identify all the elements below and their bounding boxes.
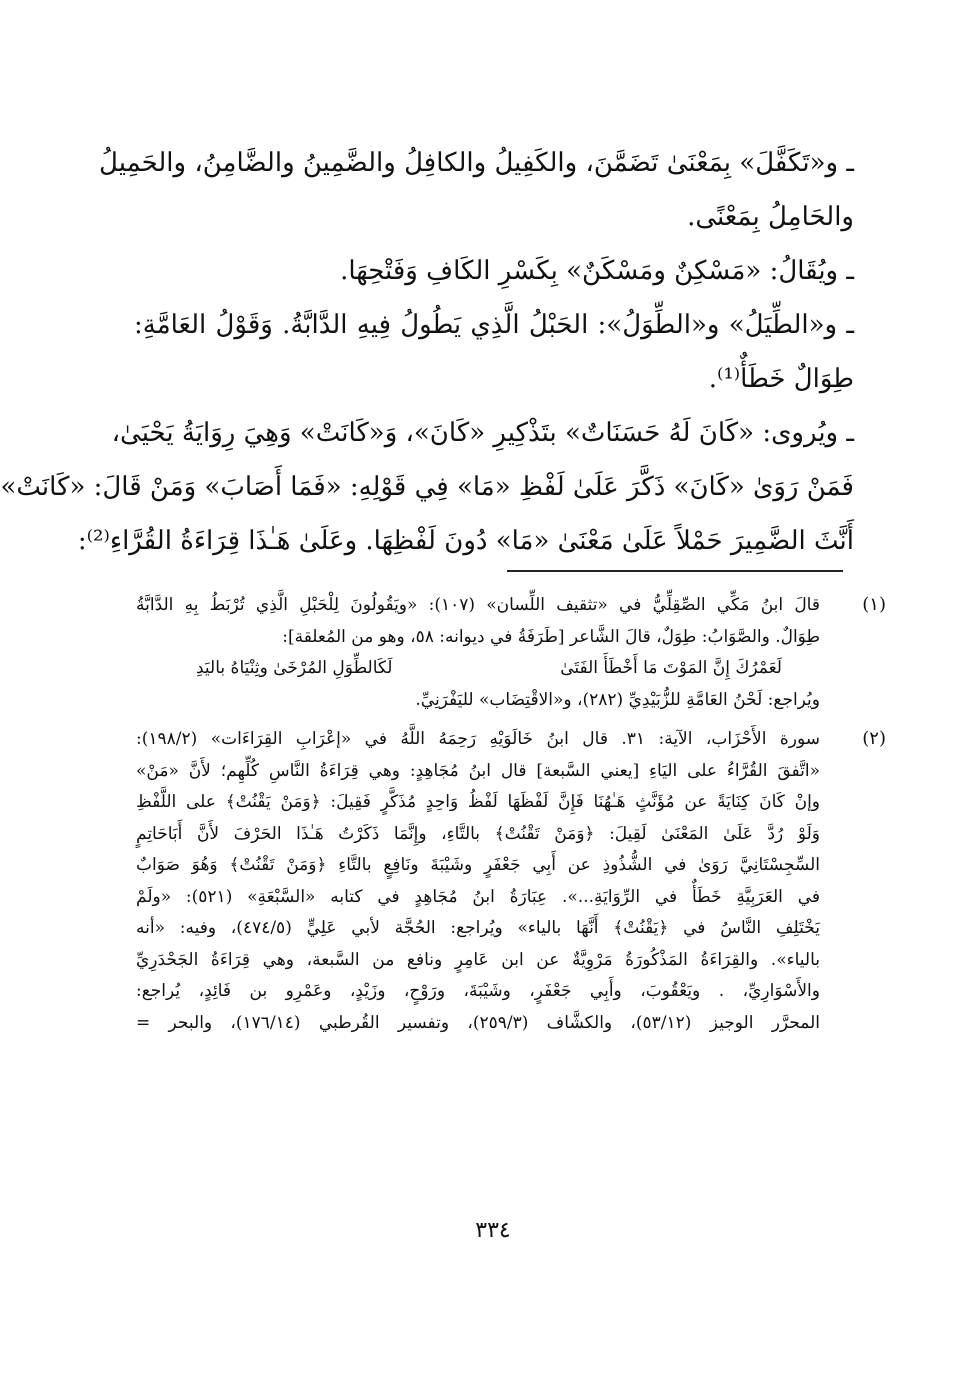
main-line: ـ ويُروى: «كَانَ لَهُ حَسَنَاتٌ» بتَذْكِيرِ «كَانَ»، وَ«كَانَتْ» وَهِيَ رِوَايَةُ يَحْيَىٰ، bbox=[111, 418, 854, 448]
footnote-line: بالياء». والقِرَاءَةُ المَذْكُورَةُ مَرْوِيَّةٌ عن ابن عَامِرٍ ونافع من السَّبعة، وهي قِرَاءَةُ الجَحْدَرِيِّ bbox=[136, 949, 820, 970]
footnote-line: السِّجِسْتَانِيَّ رَوَىٰ في الشُّذُوذِ عن أَبِي جَعْفَرٍ وشَيْبَةَ ونَافِعٍ بالتَّاءِ ﴿وَمَنْ تَقْنُتْ﴾ وَهُوَ صَوَابٌ bbox=[136, 855, 820, 875]
main-line: ـ و«الطِّيَلُ» و«الطِّوَلُ»: الحَبْلُ الَّذِي يَطُولُ فِيهِ الدَّابَّةُ. وَقَوْلُ العَامَّةِ: bbox=[134, 310, 854, 340]
footnote-line: طِوَالٌ. والصَّوَابُ: طِوَلٌ، قالَ الشَّاعر [طَرَفَةُ في ديوانه: ٥٨، وهو من المُعلقة]: bbox=[282, 626, 820, 647]
footnote-separator bbox=[507, 570, 843, 572]
main-line: ـ ويُقَالُ: «مَسْكِنٌ ومَسْكَنٌ» بِكَسْرِ الكَافِ وَفَتْحِهَا. bbox=[340, 256, 854, 286]
poetry-verse bbox=[136, 653, 820, 685]
main-line: طِوَالٌ خَطَأٌ⁽¹⁾. bbox=[708, 364, 854, 394]
page-number: ٣٣٤ bbox=[475, 1218, 511, 1243]
footnote-line: «اتَّفقَ القُرَّاءُ على اليَاءِ [يعني السَّبعة] قال ابنُ مُجَاهِدٍ: وهي قِرَاءَةُ النَّاسِ كُلِّهِم؛ لأَنَّ «مَنْ» bbox=[136, 760, 820, 781]
main-line: أَنَّثَ الضَّمِيرَ حَمْلاً عَلَىٰ مَعْنَىٰ «مَا» دُونَ لَفْظِهَا. وعَلَىٰ هَـٰذَا قِرَاءَةُ القُرَّاءِ⁽²⁾: bbox=[77, 526, 854, 556]
footnote-line: وإنْ كَانَ كِنَايَةً عن مُؤَنَّثٍ هَـٰهُنَا فَإِنَّ لَفْظَهَا لَفْظُ وَاحِدٍ مُذَكَّرٍ فَقِيلَ: ﴿وَمَنْ يَقْنُتْ﴾ على اللَّفْظِ bbox=[136, 792, 820, 812]
footnote-line: ويُراجع: لَحْنُ العَامَّةِ للزُّبَيْدِيِّ (٢٨٢)، و«الاقْتِضَاب» لليَفْرَنِيِّ. bbox=[415, 689, 820, 710]
footnote-line: والأَسْوَارِيِّ، . ويَعْقُوبَ، وأَبِي جَعْفَرٍ، وشَيْبَةَ، ورَوْحٍ، وزَيْدٍ، وعَمْرِو بن فَائِدٍ، يُراجع: bbox=[136, 981, 820, 1001]
main-line: والحَامِلُ بِمَعْنًى. bbox=[687, 202, 854, 232]
footnote-line: قالَ ابنُ مَكِّي الصِّقِلِّيُّ في «تثقيف اللِّسان» (١٠٧): «ويَقُولُونَ لِلْحَبْلِ الَّذِي تُرْبَطُ بِهِ الدَّابَّةُ bbox=[136, 595, 820, 615]
footnote-line: سورة الأَحْزَاب، الآية: ٣١. قال ابنُ خَالَوَيْهِ رَحِمَهُ اللَّهُ في «إعْرَابِ القِرَاءَات» (١٩٨/٢): bbox=[136, 729, 820, 749]
footnote-marker: (١) bbox=[862, 594, 886, 615]
verse-first-hemistich: لَعَمْرُكَ إِنَّ المَوْتَ مَا أَخْطَأَ الفَتَىٰ bbox=[560, 658, 782, 678]
footnotes bbox=[136, 590, 886, 1047]
main-line: فَمَنْ رَوَىٰ «كَانَ» ذَكَّرَ عَلَىٰ لَفْظِ «مَا» فِي قَوْلِهِ: «فَمَا أَصَابَ» وَمَنْ قَالَ: «كَانَتْ» bbox=[0, 472, 854, 502]
footnote-marker: (٢) bbox=[862, 728, 886, 749]
footnote-line: يَخْتَلِفِ النَّاسُ في ﴿يَقْنُتْ﴾ أَنَّهَا بالياء» ويُراجع: الحُجَّة لأبي عَلِيٍّ (٤٧٤/٥)، وفيه: «أنه bbox=[136, 918, 820, 938]
footnote-line: المحرَّر الوجيز (٥٣/١٢)، والكشَّاف (٢٥٩/٣)، وتفسير القُرطبي (١٧٦/١٤)، والبحر = bbox=[136, 1012, 820, 1033]
footnote-line: وَلَوْ رُدَّ عَلَىٰ المَعْنَىٰ لَقِيلَ: ﴿وَمَنْ تَقْنُتْ﴾ بالتَّاءِ، وإِنَّمَا ذَكَرْتُ هَـٰذَا الحَرْفَ لأَنَّ أَبَاحَاتِمٍ bbox=[136, 823, 820, 844]
main-text bbox=[0, 136, 854, 568]
footnote-2 bbox=[136, 724, 886, 1039]
verse-second-hemistich: لَكَالطِّوَلِ المُرْخَىٰ وثِنْيَاهُ باليَدِ bbox=[196, 658, 393, 678]
footnote-1 bbox=[136, 590, 886, 716]
main-line: ـ و«تَكَفَّلَ» بِمَعْنَىٰ تَضَمَّنَ، والكَفِيلُ والكافِلُ والضَّمِينُ والضَّامِنُ، والحَمِيلُ bbox=[99, 148, 854, 178]
footnote-line: في العَرَبِيَّةِ خَطَأٌ في الرِّوَايَةِ...». عِبَارَةُ ابنُ مُجَاهِدٍ في كتابه «السَّبْعَةِ» (٥٢١): «ولَمْ bbox=[136, 886, 820, 907]
